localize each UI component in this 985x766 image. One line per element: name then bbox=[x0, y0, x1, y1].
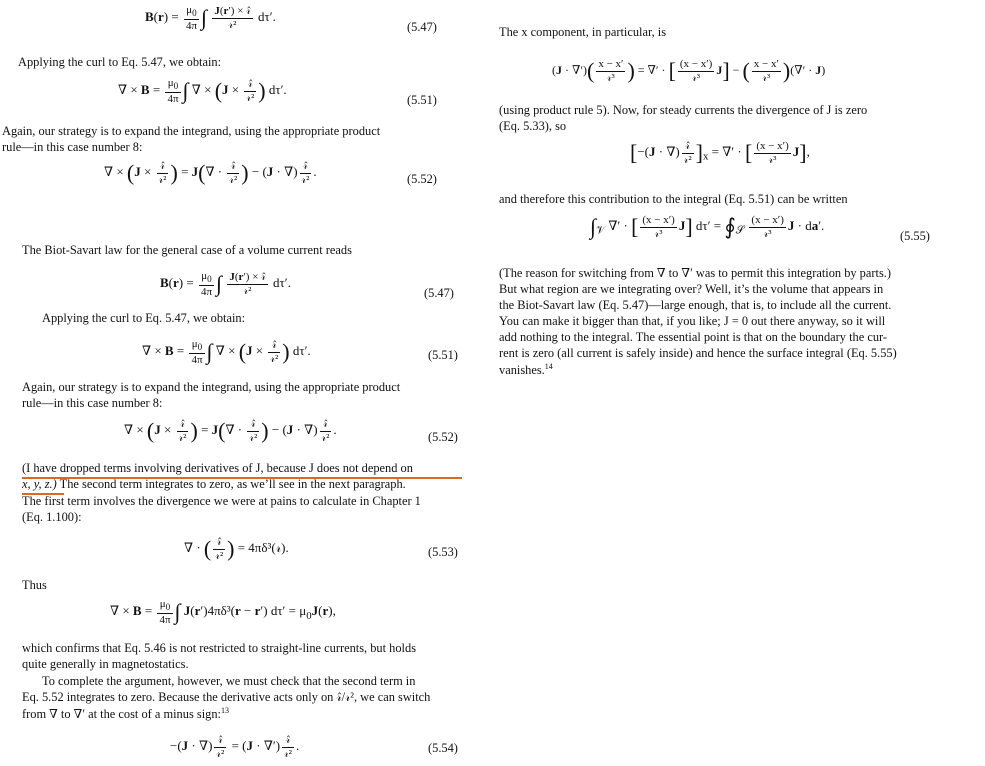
equation-number: (5.52) bbox=[407, 172, 437, 186]
body-text-span: vanishes. bbox=[499, 363, 545, 378]
highlighted-note-line-2 bbox=[22, 477, 406, 492]
body-text: rule—in this case number 8: bbox=[22, 396, 163, 410]
body-text: which confirms that Eq. 5.46 is not restricted to straight-line currents, but holds bbox=[22, 641, 417, 655]
body-text: The Biot-Savart law for the general case of a volume current reads bbox=[22, 243, 352, 257]
equation-5-47: B(r) = $\frac{\mu_0}{4\pi}$ ∫ $\frac{\text{J(r′) × 𝓇̂}}{\text{𝓇²}}$ dτ′. bbox=[160, 270, 291, 298]
body-text: (Eq. 5.33), so bbox=[499, 119, 567, 133]
equation-5-47-top: B(r) = $\frac{\mu_0}{4\pi}$ ∫ $\frac{\text{J(r′) × 𝓇̂}}{\text{𝓇²}}$ dτ′. bbox=[145, 4, 276, 32]
equation-5-51: ∇ × B = $\frac{\mu_0}{4\pi}$ ∫ ∇ × (J × $\frac{\text{𝓇̂}}{\text{𝓇²}}$ ) dτ′. bbox=[142, 338, 311, 366]
footnote-marker: 13 bbox=[220, 706, 229, 715]
body-text: rule—in this case number 8: bbox=[2, 140, 143, 154]
body-text: (The reason for switching from ∇ to ∇′ was to permit this integration by parts.) bbox=[499, 266, 891, 280]
body-text: (using product rule 5). Now, for steady currents the divergence of J is zero bbox=[499, 103, 868, 117]
equation-x-component: (J · ∇′)( $\frac{x - x'}{\text{𝓇³}}$ ) = ∇′ · [ $\frac{(x - x')}{\text{𝓇³}}$ J] − ( $\frac{x - x'}{\text{𝓇³}}$ )(∇′ · J) bbox=[552, 58, 826, 84]
body-text: rent is zero (all current is safely inside) and hence the surface integral (Eq. 5.55) bbox=[499, 346, 897, 360]
equation-5-53: ∇ · ( $\frac{\text{𝓇̂}}{\text{𝓇²}}$ ) = 4πδ³(𝓇). bbox=[184, 536, 289, 562]
body-text: Eq. 5.52 integrates to zero. Because the derivative acts only on 𝓇̂/𝓇², we can switch bbox=[22, 690, 431, 704]
body-text bbox=[499, 362, 553, 378]
note-continuation: The second term integrates to zero, as we’ll see in the next paragraph. bbox=[56, 477, 406, 491]
body-text: Again, our strategy is to expand the integrand, using the appropriate product bbox=[22, 380, 401, 394]
equation-number: (5.53) bbox=[428, 545, 458, 559]
equation-number: (5.51) bbox=[407, 93, 437, 107]
equation-number: (5.51) bbox=[428, 348, 458, 362]
body-text: The x component, in particular, is bbox=[499, 25, 667, 39]
equation-curl-b: ∇ × B = $\frac{\mu_0}{4\pi}$ ∫ J(r′)4πδ³(r − r′) $d\tau' = \mu_0J(r)$, bbox=[110, 598, 336, 626]
body-text: (Eq. 1.100): bbox=[22, 510, 82, 524]
equation-number: (5.54) bbox=[428, 741, 458, 755]
highlighted-variables: x, y, z.) bbox=[22, 477, 57, 491]
body-text: Applying the curl to Eq. 5.47, we obtain: bbox=[18, 55, 222, 69]
body-text: Applying the curl to Eq. 5.47, we obtain: bbox=[42, 311, 246, 325]
equation-number: (5.47) bbox=[407, 20, 437, 34]
footnote-marker: 14 bbox=[544, 362, 553, 371]
body-text: add nothing to the integral. The essential point is that on the boundary the cur- bbox=[499, 330, 888, 344]
body-text: Thus bbox=[22, 578, 47, 592]
body-text-span: from ∇ to ∇′ at the cost of a minus sign: bbox=[22, 707, 221, 722]
body-text: the Biot-Savart law (Eq. 5.47)—large enough, that is, to include all the current. bbox=[499, 298, 892, 312]
equation-steady: [−(J · ∇) $\frac{\text{𝓇̂}}{\text{𝓇²}}$ ]$_x$ = ∇′ · [ $\frac{(x - x')}{\text{𝓇³}}$ J], bbox=[630, 140, 810, 166]
equation-5-54: −(J · ∇) $\frac{\text{𝓇̂}}{\text{𝓇²}}$ = (J · ∇′) $\frac{\text{𝓇̂}}{\text{𝓇²}}$ . bbox=[170, 734, 300, 760]
equation-5-55: $\int_𝒱$ ∇′ · [ $\frac{(x - x')}{\text{𝓇³}}$ J] $d\tau' = ∮_𝒮$ $\frac{(x - x')}{\text{𝓇³}}$ J · da′. bbox=[590, 214, 825, 240]
equation-5-52: ∇ × (J × $\frac{\text{𝓇̂}}{\text{𝓇²}}$ ) = J(∇ · $\frac{\text{𝓇̂}}{\text{𝓇²}}$ ) − (J · ∇) $\frac{\text{𝓇̂}}{\text{𝓇²}}$ . bbox=[124, 418, 337, 444]
body-text: But what region are we integrating over? Well, it’s the volume that appears in bbox=[499, 282, 884, 296]
body-text bbox=[22, 706, 229, 722]
highlighted-note-line-1: (I have dropped terms involving derivatives of J, because J does not depend on bbox=[22, 461, 413, 475]
body-text: The first term involves the divergence we were at pains to calculate in Chapter 1 bbox=[22, 494, 421, 508]
equation-5-52-top: ∇ × (J × $\frac{\text{𝓇̂}}{\text{𝓇²}}$ ) = J(∇ · $\frac{\text{𝓇̂}}{\text{𝓇²}}$ ) − (J · ∇) $\frac{\text{𝓇̂}}{\text{𝓇²}}$ . bbox=[104, 160, 317, 186]
body-text: To complete the argument, however, we must check that the second term in bbox=[42, 674, 416, 688]
body-text: quite generally in magnetostatics. bbox=[22, 657, 189, 671]
equation-number: (5.47) bbox=[424, 286, 454, 300]
equation-5-51-top: ∇ × B = $\frac{\mu_0}{4\pi}$ ∫ ∇ × (J × $\frac{\text{𝓇̂}}{\text{𝓇²}}$ ) dτ′. bbox=[118, 77, 287, 105]
body-text: Again, our strategy is to expand the integrand, using the appropriate product bbox=[2, 124, 381, 138]
body-text: and therefore this contribution to the integral (Eq. 5.51) can be written bbox=[499, 192, 848, 206]
body-text: You can make it bigger than that, if you like; J = 0 out there anyway, so it will bbox=[499, 314, 886, 328]
equation-number: (5.55) bbox=[900, 229, 930, 243]
equation-number: (5.52) bbox=[428, 430, 458, 444]
